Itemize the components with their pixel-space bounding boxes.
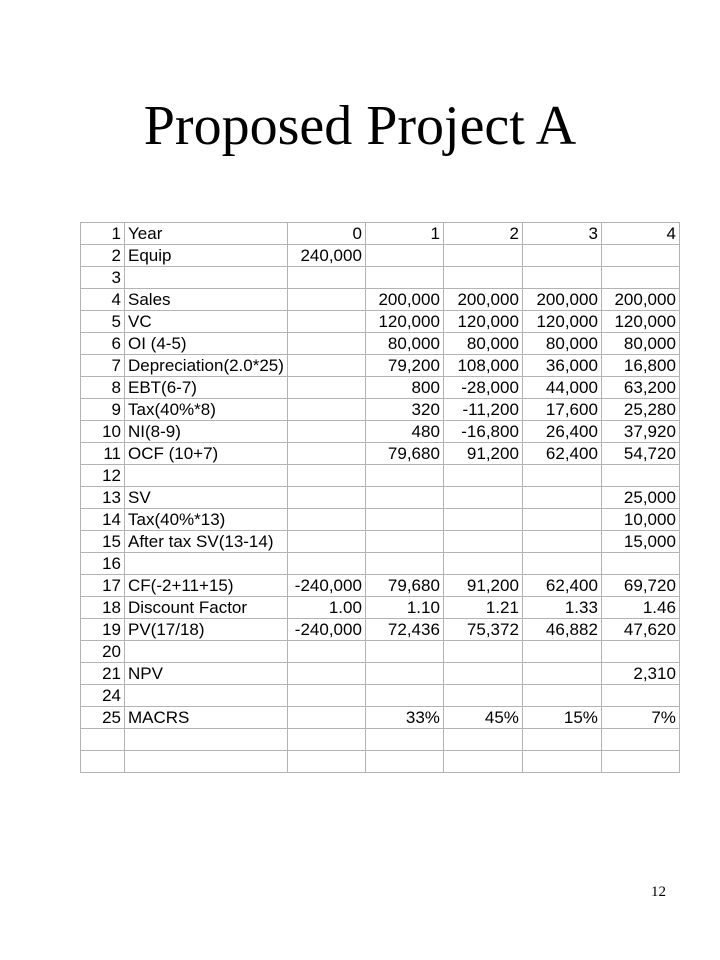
value-cell[interactable] [365, 245, 443, 267]
value-cell[interactable]: 3 [522, 223, 601, 245]
value-cell[interactable]: 1 [365, 223, 443, 245]
value-cell[interactable]: 200,000 [443, 289, 522, 311]
value-cell[interactable] [287, 289, 365, 311]
value-cell[interactable] [287, 531, 365, 553]
value-cell[interactable]: 480 [365, 421, 443, 443]
table-row [81, 377, 680, 399]
row-label-cell[interactable]: VC [125, 311, 288, 333]
value-cell[interactable] [365, 553, 443, 575]
row-label-cell[interactable]: Sales [125, 289, 288, 311]
value-cell[interactable] [287, 355, 365, 377]
value-cell[interactable] [443, 465, 522, 487]
value-cell[interactable] [365, 685, 443, 707]
value-cell[interactable]: 62,400 [522, 443, 601, 465]
value-cell[interactable] [601, 729, 679, 751]
value-cell[interactable] [287, 707, 365, 729]
value-cell[interactable] [287, 399, 365, 421]
row-number-cell[interactable]: 24 [81, 685, 125, 707]
value-cell[interactable]: 120,000 [443, 311, 522, 333]
value-cell[interactable]: 1.33 [522, 597, 601, 619]
value-cell[interactable] [287, 311, 365, 333]
value-cell[interactable]: 80,000 [601, 333, 679, 355]
table-row [81, 509, 680, 531]
value-cell[interactable]: 1.46 [601, 597, 679, 619]
value-cell[interactable] [522, 531, 601, 553]
row-label-cell[interactable]: CF(-2+11+15) [125, 575, 288, 597]
value-cell[interactable] [443, 685, 522, 707]
row-label-cell[interactable]: After tax SV(13-14) [125, 531, 288, 553]
value-cell[interactable] [522, 267, 601, 289]
value-cell[interactable] [601, 751, 679, 773]
row-number-cell[interactable]: 20 [81, 641, 125, 663]
table-row [81, 729, 680, 751]
value-cell[interactable] [287, 443, 365, 465]
table-row [81, 333, 680, 355]
value-cell[interactable] [522, 751, 601, 773]
row-number-cell[interactable]: 18 [81, 597, 125, 619]
value-cell[interactable] [287, 685, 365, 707]
row-label-cell[interactable]: MACRS [125, 707, 288, 729]
value-cell[interactable]: -11,200 [443, 399, 522, 421]
value-cell[interactable] [365, 663, 443, 685]
row-label-cell[interactable] [125, 641, 288, 663]
table-row [81, 531, 680, 553]
value-cell[interactable]: 75,372 [443, 619, 522, 641]
value-cell[interactable]: 16,800 [601, 355, 679, 377]
value-cell[interactable] [443, 729, 522, 751]
table-row [81, 707, 680, 729]
value-cell[interactable]: 63,200 [601, 377, 679, 399]
row-number-cell[interactable]: 1 [81, 223, 125, 245]
table-row [81, 465, 680, 487]
value-cell[interactable]: 37,920 [601, 421, 679, 443]
value-cell[interactable] [287, 333, 365, 355]
value-cell[interactable]: 240,000 [287, 245, 365, 267]
value-cell[interactable]: 2 [443, 223, 522, 245]
value-cell[interactable] [287, 553, 365, 575]
value-cell[interactable]: 25,000 [601, 487, 679, 509]
slide-title: Proposed Project A [143, 95, 577, 157]
value-cell[interactable]: 91,200 [443, 443, 522, 465]
row-number-cell[interactable]: 15 [81, 531, 125, 553]
value-cell[interactable] [287, 377, 365, 399]
row-label-cell[interactable] [125, 751, 288, 773]
value-cell[interactable] [522, 641, 601, 663]
value-cell[interactable]: 26,400 [522, 421, 601, 443]
value-cell[interactable]: -28,000 [443, 377, 522, 399]
value-cell[interactable]: 69,720 [601, 575, 679, 597]
row-number-cell[interactable]: 2 [81, 245, 125, 267]
row-number-cell[interactable]: 14 [81, 509, 125, 531]
row-number-cell[interactable]: 17 [81, 575, 125, 597]
row-label-cell[interactable]: Year [125, 223, 288, 245]
value-cell[interactable] [601, 685, 679, 707]
value-cell[interactable]: 320 [365, 399, 443, 421]
value-cell[interactable] [522, 245, 601, 267]
value-cell[interactable] [522, 465, 601, 487]
value-cell[interactable] [443, 641, 522, 663]
value-cell[interactable]: 33% [365, 707, 443, 729]
value-cell[interactable] [601, 245, 679, 267]
value-cell[interactable]: 1.00 [287, 597, 365, 619]
value-cell[interactable]: 120,000 [522, 311, 601, 333]
table-row [81, 245, 680, 267]
value-cell[interactable]: -240,000 [287, 575, 365, 597]
value-cell[interactable]: 45% [443, 707, 522, 729]
value-cell[interactable]: 79,680 [365, 443, 443, 465]
row-label-cell[interactable]: Equip [125, 245, 288, 267]
table-row [81, 311, 680, 333]
row-number-cell[interactable]: 5 [81, 311, 125, 333]
row-number-cell[interactable]: 25 [81, 707, 125, 729]
value-cell[interactable] [443, 553, 522, 575]
value-cell[interactable]: -16,800 [443, 421, 522, 443]
row-label-cell[interactable]: OI (4-5) [125, 333, 288, 355]
value-cell[interactable]: 0 [287, 223, 365, 245]
value-cell[interactable] [601, 553, 679, 575]
value-cell[interactable] [601, 465, 679, 487]
table-row [81, 355, 680, 377]
value-cell[interactable]: -240,000 [287, 619, 365, 641]
value-cell[interactable] [443, 751, 522, 773]
row-number-cell[interactable]: 8 [81, 377, 125, 399]
table-row [81, 663, 680, 685]
value-cell[interactable]: 7% [601, 707, 679, 729]
value-cell[interactable] [522, 553, 601, 575]
value-cell[interactable] [365, 465, 443, 487]
row-label-cell[interactable]: PV(17/18) [125, 619, 288, 641]
row-label-cell[interactable] [125, 465, 288, 487]
table-row [81, 223, 680, 245]
value-cell[interactable] [287, 487, 365, 509]
value-cell[interactable] [365, 487, 443, 509]
value-cell[interactable]: 108,000 [443, 355, 522, 377]
value-cell[interactable] [443, 531, 522, 553]
value-cell[interactable]: 54,720 [601, 443, 679, 465]
table-row [81, 619, 680, 641]
row-label-cell[interactable]: Tax(40%*13) [125, 509, 288, 531]
value-cell[interactable] [522, 663, 601, 685]
value-cell[interactable]: 17,600 [522, 399, 601, 421]
value-cell[interactable]: 79,200 [365, 355, 443, 377]
value-cell[interactable]: 10,000 [601, 509, 679, 531]
value-cell[interactable]: 1.21 [443, 597, 522, 619]
value-cell[interactable] [365, 641, 443, 663]
value-cell[interactable]: 80,000 [365, 333, 443, 355]
value-cell[interactable]: 47,620 [601, 619, 679, 641]
value-cell[interactable]: 46,882 [522, 619, 601, 641]
value-cell[interactable]: 91,200 [443, 575, 522, 597]
spreadsheet-table [80, 222, 680, 773]
row-label-cell[interactable] [125, 553, 288, 575]
row-label-cell[interactable] [125, 267, 288, 289]
row-number-cell[interactable] [81, 751, 125, 773]
row-label-cell[interactable] [125, 685, 288, 707]
row-label-cell[interactable] [125, 729, 288, 751]
value-cell[interactable] [443, 267, 522, 289]
table-row [81, 685, 680, 707]
value-cell[interactable] [365, 267, 443, 289]
row-label-cell[interactable]: NPV [125, 663, 288, 685]
value-cell[interactable] [522, 729, 601, 751]
value-cell[interactable]: 120,000 [601, 311, 679, 333]
value-cell[interactable]: 2,310 [601, 663, 679, 685]
table-row [81, 575, 680, 597]
value-cell[interactable]: 800 [365, 377, 443, 399]
value-cell[interactable] [601, 267, 679, 289]
value-cell[interactable] [365, 531, 443, 553]
row-number-cell[interactable]: 16 [81, 553, 125, 575]
value-cell[interactable]: 200,000 [601, 289, 679, 311]
table-row [81, 597, 680, 619]
value-cell[interactable] [287, 267, 365, 289]
value-cell[interactable]: 1.10 [365, 597, 443, 619]
table-row [81, 553, 680, 575]
row-number-cell[interactable]: 9 [81, 399, 125, 421]
row-number-cell[interactable]: 7 [81, 355, 125, 377]
value-cell[interactable] [287, 663, 365, 685]
value-cell[interactable] [522, 487, 601, 509]
row-number-cell[interactable]: 10 [81, 421, 125, 443]
value-cell[interactable]: 15,000 [601, 531, 679, 553]
value-cell[interactable]: 80,000 [522, 333, 601, 355]
row-label-cell[interactable]: NI(8-9) [125, 421, 288, 443]
value-cell[interactable] [287, 509, 365, 531]
row-label-cell[interactable]: Depreciation(2.0*25) [125, 355, 288, 377]
value-cell[interactable] [443, 663, 522, 685]
value-cell[interactable] [365, 729, 443, 751]
table-row [81, 421, 680, 443]
value-cell[interactable] [365, 509, 443, 531]
value-cell[interactable]: 15% [522, 707, 601, 729]
value-cell[interactable]: 120,000 [365, 311, 443, 333]
value-cell[interactable] [287, 465, 365, 487]
table-row [81, 267, 680, 289]
row-label-cell[interactable]: Discount Factor [125, 597, 288, 619]
value-cell[interactable] [522, 685, 601, 707]
table-row [81, 487, 680, 509]
value-cell[interactable]: 25,280 [601, 399, 679, 421]
value-cell[interactable] [522, 509, 601, 531]
value-cell[interactable] [287, 641, 365, 663]
value-cell[interactable] [287, 751, 365, 773]
row-number-cell[interactable]: 4 [81, 289, 125, 311]
row-number-cell[interactable]: 21 [81, 663, 125, 685]
value-cell[interactable]: 200,000 [365, 289, 443, 311]
value-cell[interactable] [443, 487, 522, 509]
value-cell[interactable] [601, 641, 679, 663]
row-number-cell[interactable] [81, 729, 125, 751]
table-row [81, 751, 680, 773]
value-cell[interactable]: 80,000 [443, 333, 522, 355]
row-label-cell[interactable]: EBT(6-7) [125, 377, 288, 399]
row-number-cell[interactable]: 13 [81, 487, 125, 509]
value-cell[interactable]: 72,436 [365, 619, 443, 641]
value-cell[interactable]: 79,680 [365, 575, 443, 597]
row-number-cell[interactable]: 6 [81, 333, 125, 355]
value-cell[interactable] [365, 751, 443, 773]
table-row [81, 399, 680, 421]
row-label-cell[interactable]: OCF (10+7) [125, 443, 288, 465]
value-cell[interactable] [443, 509, 522, 531]
table-row [81, 443, 680, 465]
value-cell[interactable]: 62,400 [522, 575, 601, 597]
value-cell[interactable]: 36,000 [522, 355, 601, 377]
value-cell[interactable] [287, 421, 365, 443]
value-cell[interactable] [443, 245, 522, 267]
row-number-cell[interactable]: 3 [81, 267, 125, 289]
row-label-cell[interactable]: SV [125, 487, 288, 509]
table-row [81, 641, 680, 663]
row-number-cell[interactable]: 19 [81, 619, 125, 641]
value-cell[interactable] [287, 729, 365, 751]
value-cell[interactable]: 4 [601, 223, 679, 245]
row-number-cell[interactable]: 12 [81, 465, 125, 487]
table-row [81, 289, 680, 311]
row-label-cell[interactable]: Tax(40%*8) [125, 399, 288, 421]
page-number: 12 [651, 884, 666, 900]
row-number-cell[interactable]: 11 [81, 443, 125, 465]
spreadsheet-body [81, 223, 680, 773]
value-cell[interactable]: 44,000 [522, 377, 601, 399]
value-cell[interactable]: 200,000 [522, 289, 601, 311]
